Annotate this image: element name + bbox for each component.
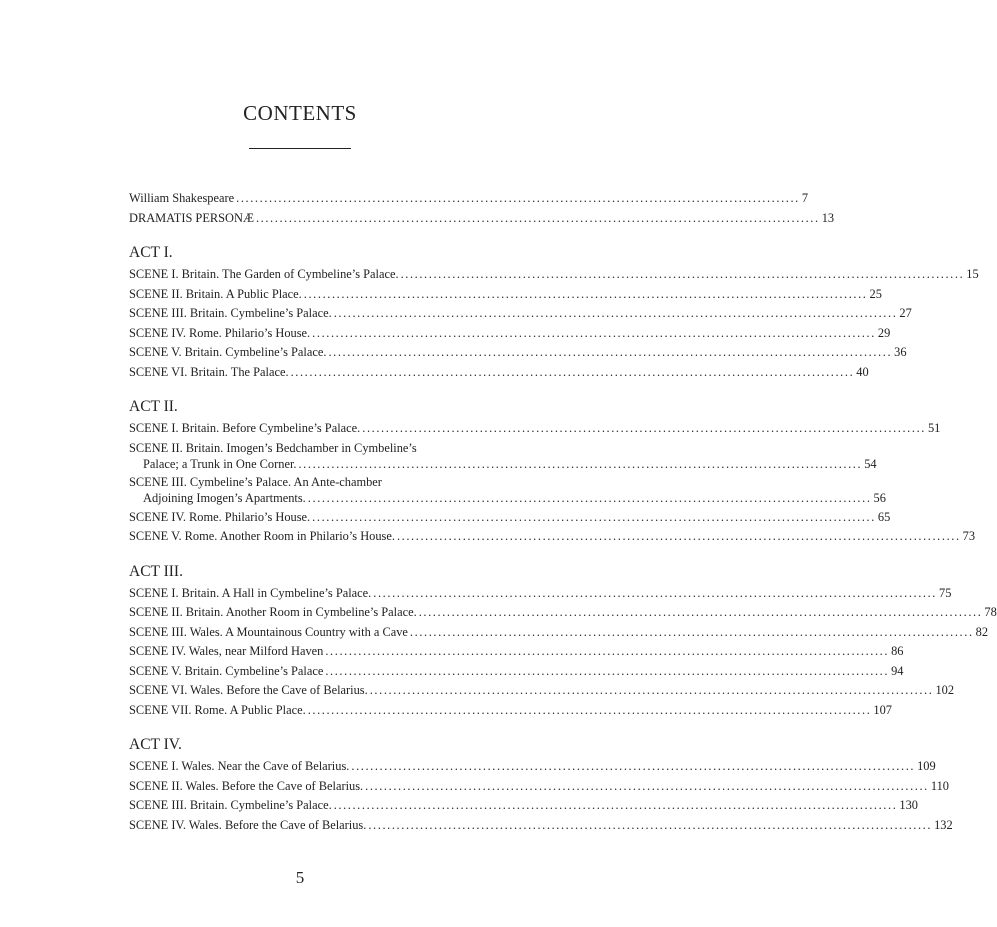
leader-dots: ........................................................................................................................ xyxy=(307,702,872,717)
toc-entry-page: 94 xyxy=(891,663,904,678)
toc-entry-page: 15 xyxy=(966,267,979,281)
toc-entry-label: SCENE I. Britain. A Hall in Cymbeline’s Palace. xyxy=(129,585,372,600)
toc-entry-page: 25 xyxy=(869,286,882,301)
act-section xyxy=(129,242,979,382)
act-heading: ACT II. xyxy=(129,398,178,415)
toc-entry-page: 27 xyxy=(899,306,912,320)
act-heading: ACT III. xyxy=(129,562,183,580)
toc-entry-page: 78 xyxy=(984,605,997,619)
toc-entry[interactable] xyxy=(129,363,869,383)
toc-entry-page: 7 xyxy=(801,191,809,205)
leader-dots: ........................................................................................................................ xyxy=(312,509,876,524)
act-section xyxy=(129,734,953,835)
toc-entry-label: SCENE V. Britain. Cymbeline’s Palace xyxy=(129,663,324,678)
leader-dots: ........................................................................................................................ xyxy=(369,683,934,697)
toc-entry-continuation xyxy=(129,490,886,506)
toc-entry[interactable] xyxy=(129,603,997,623)
toc-entry[interactable] xyxy=(129,757,936,777)
leader-dots: ........................................................................................................................ xyxy=(255,210,820,225)
leader-dots: ........................................................................................................................ xyxy=(368,817,933,832)
toc-entry-label: DRAMATIS PERSONÆ xyxy=(129,210,254,225)
toc-entry-label: SCENE I. Britain. The Garden of Cymbeline’s Palace. xyxy=(129,267,399,281)
toc-entry-page: 132 xyxy=(934,817,953,832)
toc-entry-page: 110 xyxy=(930,778,949,793)
page-title: CONTENTS xyxy=(243,101,357,125)
toc-entry-label: William Shakespeare xyxy=(129,191,235,205)
leader-dots: ........................................................................................................................ xyxy=(409,624,974,639)
toc-entry-page: 65 xyxy=(877,509,891,524)
leader-dots: ........................................................................................................................ xyxy=(303,286,868,301)
page-number: 5 xyxy=(295,868,305,887)
title-divider xyxy=(249,148,351,149)
toc-entry-page: 82 xyxy=(975,624,989,639)
toc-entry[interactable] xyxy=(129,777,949,797)
toc-entry[interactable] xyxy=(129,816,953,836)
toc-entry-page: 73 xyxy=(962,529,976,543)
toc-entry-page: 36 xyxy=(894,345,907,359)
toc-entry-william-shakespeare[interactable] xyxy=(129,189,809,209)
toc-entry-label: SCENE IV. Wales. Before the Cave of Belarius. xyxy=(129,817,367,832)
toc-entry-label: SCENE IV. Wales, near Milford Haven xyxy=(129,644,324,658)
toc-entry-page: 54 xyxy=(864,456,877,471)
toc-entry-label: SCENE V. Britain. Cymbeline’s Palace. xyxy=(129,345,327,359)
leader-dots: ........................................................................................................................ xyxy=(307,490,872,505)
toc-entry[interactable] xyxy=(129,623,989,643)
leader-dots: ........................................................................................................................ xyxy=(373,585,937,600)
toc-entry-dramatis-personae[interactable] xyxy=(129,209,835,229)
toc-entry-page: 29 xyxy=(877,325,891,340)
toc-entry[interactable] xyxy=(129,343,907,363)
leader-dots: ........................................................................................................................ xyxy=(298,456,863,471)
leader-dots: ........................................................................................................................ xyxy=(396,529,961,543)
toc-entry-page: 13 xyxy=(821,210,835,225)
toc-entry-page: 51 xyxy=(927,421,941,435)
toc-entry[interactable] xyxy=(129,527,976,547)
toc-entry-label: SCENE III. Britain. Cymbeline’s Palace. xyxy=(129,306,332,320)
leader-dots: ........................................................................................................................ xyxy=(418,605,983,619)
toc-entry-page: 130 xyxy=(899,798,918,812)
table-of-contents xyxy=(129,189,997,835)
toc-entry-label: SCENE II. Wales. Before the Cave of Belarius. xyxy=(129,778,364,793)
toc-entry[interactable] xyxy=(129,681,955,701)
toc-entry-label: SCENE III. Britain. Cymbeline’s Palace. xyxy=(129,798,332,812)
toc-entry-label-continued: Adjoining Imogen’s Apartments. xyxy=(143,490,306,505)
toc-entry-label: SCENE III. Cymbeline’s Palace. An Ante-chamber xyxy=(129,474,382,489)
toc-entry-page: 102 xyxy=(935,683,955,697)
toc-entry[interactable] xyxy=(129,701,892,721)
leader-dots: ........................................................................................................................ xyxy=(290,364,855,379)
leader-dots: ........................................................................................................................ xyxy=(325,644,890,658)
toc-entry[interactable] xyxy=(129,265,979,285)
toc-entry[interactable] xyxy=(129,584,952,604)
toc-entry-label: SCENE I. Wales. Near the Cave of Belarius. xyxy=(129,759,350,773)
toc-entry[interactable] xyxy=(129,796,918,816)
act-section xyxy=(129,561,997,721)
toc-entry[interactable] xyxy=(129,508,891,528)
leader-dots: ........................................................................................................................ xyxy=(351,759,916,773)
leader-dots: ........................................................................................................................ xyxy=(328,345,893,359)
act-heading: ACT I. xyxy=(129,244,173,261)
toc-entry[interactable] xyxy=(129,419,941,439)
toc-entry-page: 107 xyxy=(873,702,892,717)
toc-entry[interactable] xyxy=(129,304,912,324)
toc-entry-page: 40 xyxy=(856,364,869,379)
toc-entry-label: SCENE VI. Britain. The Palace. xyxy=(129,364,289,379)
leader-dots: ........................................................................................................................ xyxy=(400,267,965,281)
act-heading: ACT IV. xyxy=(129,736,182,753)
toc-entry-label: SCENE I. Britain. Before Cymbeline’s Palace. xyxy=(129,421,361,435)
leader-dots: ........................................................................................................................ xyxy=(362,421,926,435)
toc-entry[interactable] xyxy=(129,285,882,305)
toc-entry-page: 86 xyxy=(891,644,904,658)
toc-entry-label: SCENE V. Rome. Another Room in Philario’s House. xyxy=(129,529,395,543)
toc-entry[interactable] xyxy=(129,474,886,506)
toc-entry-page: 56 xyxy=(873,490,886,505)
toc-entry[interactable] xyxy=(129,440,877,472)
toc-entry-label: SCENE III. Wales. A Mountainous Country with a Cave xyxy=(129,624,408,639)
toc-entry-label: SCENE IV. Rome. Philario’s House. xyxy=(129,509,311,524)
toc-entry-label: SCENE VI. Wales. Before the Cave of Belarius. xyxy=(129,683,368,697)
leader-dots: ........................................................................................................................ xyxy=(333,798,898,812)
toc-entry-label: SCENE VII. Rome. A Public Place. xyxy=(129,702,306,717)
toc-entry-continuation xyxy=(129,456,877,472)
toc-entry[interactable] xyxy=(129,662,904,682)
toc-entry[interactable] xyxy=(129,324,891,344)
leader-dots: ........................................................................................................................ xyxy=(333,306,898,320)
front-matter-list xyxy=(129,189,835,228)
leader-dots: ........................................................................................................................ xyxy=(365,778,929,793)
toc-entry-label-continued: Palace; a Trunk in One Corner. xyxy=(143,456,297,471)
leader-dots: ........................................................................................................................ xyxy=(236,191,800,205)
toc-entry-page: 75 xyxy=(939,585,952,600)
toc-entry-label: SCENE II. Britain. A Public Place. xyxy=(129,286,302,301)
toc-entry-page: 109 xyxy=(917,759,936,773)
toc-entry-label: SCENE II. Britain. Another Room in Cymbeline’s Palace. xyxy=(129,605,417,619)
toc-entry-label: SCENE IV. Rome. Philario’s House. xyxy=(129,325,311,340)
act-section xyxy=(129,396,976,547)
toc-entry-label: SCENE II. Britain. Imogen’s Bedchamber in Cymbeline’s xyxy=(129,440,417,455)
leader-dots: ........................................................................................................................ xyxy=(325,663,890,678)
toc-entry[interactable] xyxy=(129,642,904,662)
leader-dots: ........................................................................................................................ xyxy=(312,325,876,340)
